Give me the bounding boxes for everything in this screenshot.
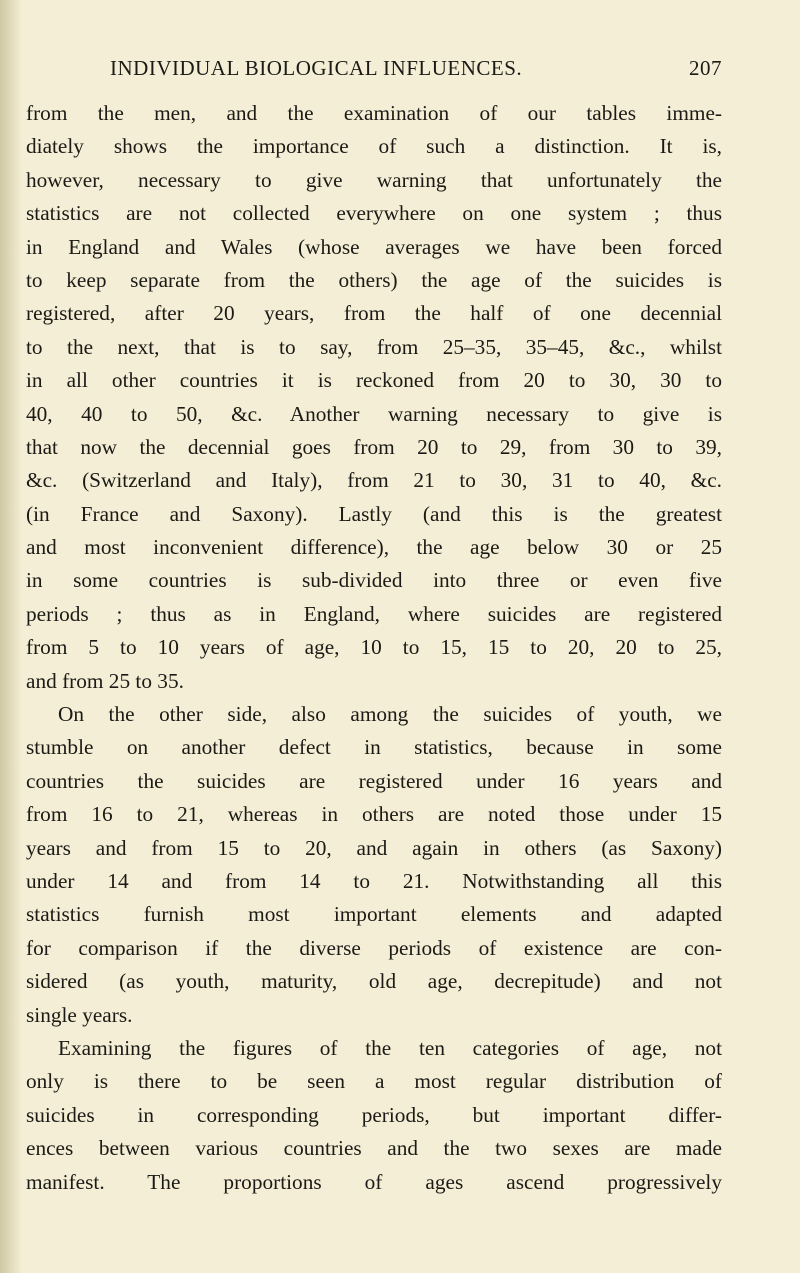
text-line: stumble on another defect in statistics, because in some <box>26 735 722 760</box>
text-line: however, necessary to give warning that unfortunately the <box>26 167 722 192</box>
text-line: in all other countries it is reckoned from 20 to 30, 30 to <box>26 368 722 393</box>
running-title: INDIVIDUAL BIOLOGICAL INFLUENCES. <box>110 56 523 80</box>
text-line: suicides in corresponding periods, but important differ- <box>26 1102 722 1127</box>
paragraph-first-line: Examining the figures of the ten categories of age, not <box>58 1035 722 1060</box>
text-line: only is there to be seen a most regular distribution of <box>26 1069 722 1094</box>
text-line: (in France and Saxony). Lastly (and this is the greatest <box>26 501 722 526</box>
body-text <box>26 97 722 1199</box>
text-line: from the men, and the examination of our tables imme- <box>26 101 722 125</box>
text-line: in some countries is sub-divided into three or even five <box>26 568 722 593</box>
paragraph-last-line: single years. <box>26 1002 133 1027</box>
text-line: manifest. The proportions of ages ascend progressively <box>26 1169 722 1194</box>
text-line: sidered (as youth, maturity, old age, decrepitude) and not <box>26 969 722 994</box>
text-line: years and from 15 to 20, and again in others (as Saxony) <box>26 835 722 860</box>
text-line: diately shows the importance of such a distinction. It is, <box>26 134 722 159</box>
running-head <box>110 56 722 88</box>
text-line: countries the suicides are registered under 16 years and <box>26 768 722 793</box>
page-number: 207 <box>689 56 722 80</box>
text-line: and most inconvenient difference), the age below 30 or 25 <box>26 535 722 560</box>
text-line: 40, 40 to 50, &c. Another warning necessary to give is <box>26 401 722 426</box>
text-line: to keep separate from the others) the age of the suicides is <box>26 267 722 292</box>
text-line: periods ; thus as in England, where suicides are registered <box>26 601 722 626</box>
text-line: from 16 to 21, whereas in others are noted those under 15 <box>26 802 722 827</box>
text-line: ences between various countries and the two sexes are made <box>26 1136 722 1161</box>
text-line: to the next, that is to say, from 25–35, 35–45, &c., whilst <box>26 334 722 359</box>
text-line: in England and Wales (whose averages we have been forced <box>26 234 722 259</box>
paragraph-last-line: and from 25 to 35. <box>26 668 184 693</box>
text-line: that now the decennial goes from 20 to 29, from 30 to 39, <box>26 434 722 459</box>
text-line: from 5 to 10 years of age, 10 to 15, 15 to 20, 20 to 25, <box>26 635 722 660</box>
text-line: for comparison if the diverse periods of existence are con- <box>26 935 722 960</box>
text-line: statistics are not collected everywhere on one system ; thus <box>26 201 722 226</box>
text-line: under 14 and from 14 to 21. Notwithstanding all this <box>26 868 722 893</box>
paragraph-first-line: On the other side, also among the suicides of youth, we <box>58 702 722 727</box>
text-line: &c. (Switzerland and Italy), from 21 to 30, 31 to 40, &c. <box>26 468 722 493</box>
text-line: registered, after 20 years, from the half of one decennial <box>26 301 722 326</box>
page-gutter-shadow <box>0 0 22 1273</box>
text-line: statistics furnish most important elements and adapted <box>26 902 722 927</box>
